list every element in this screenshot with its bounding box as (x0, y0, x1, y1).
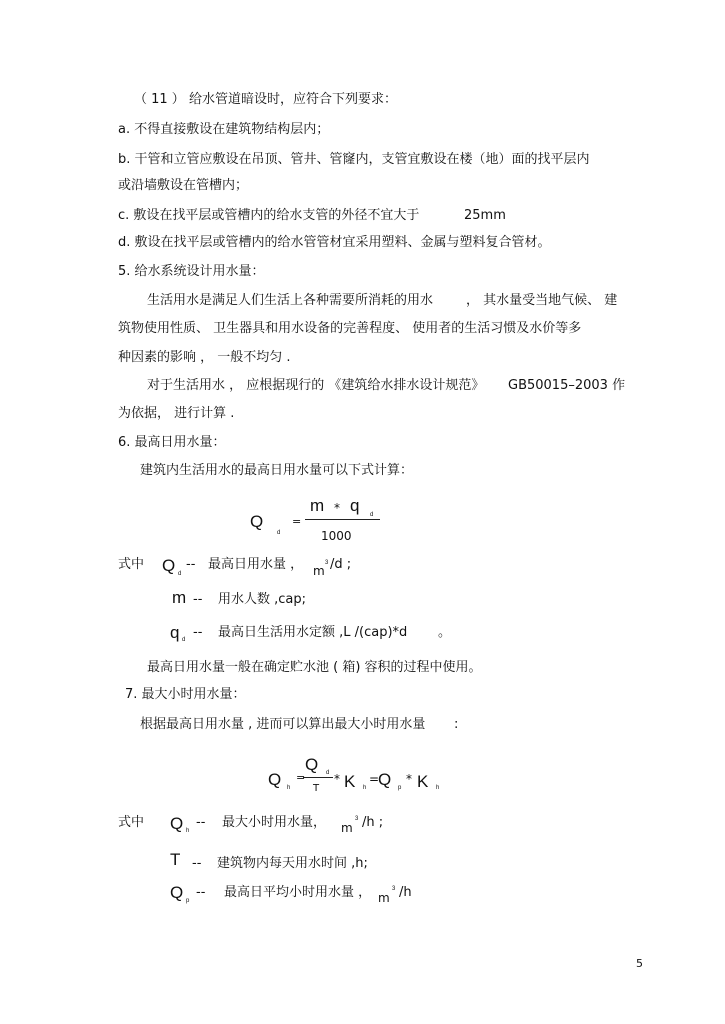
f2-K2-sub: h (436, 785, 440, 791)
item-c: c. 敷设在找平层或管槽内的给水支管的外径不宜大于 (118, 208, 420, 223)
f2-den-T: T (313, 783, 320, 794)
para-1-line-1a: 生活用水是满足人们生活上各种需要所消耗的用水 (147, 293, 434, 308)
defs2-r2-dash: -- (192, 856, 202, 871)
f1-m: m (310, 496, 325, 515)
defs2-r2-sym: T (170, 850, 181, 869)
f1-q-sub: d (370, 512, 374, 518)
para-2-line-2: 为依据， 进行计算 . (118, 406, 235, 421)
defs1-r3-end: 。 (438, 625, 452, 640)
f1-Q-sub: d (277, 530, 281, 536)
f2-Qh: Q (268, 770, 282, 789)
section-5-heading: 5. 给水系统设计用水量： (118, 264, 265, 279)
defs1-r1-dash: -- (186, 557, 196, 572)
defs1-label: 式中 (118, 557, 145, 572)
defs2-r3-sym: Q (170, 883, 184, 902)
para-1-line-3: 种因素的影响 ， 一般不均匀 . (118, 350, 291, 365)
para-1-line-1b: ， 其水量受当地气候、 建 (466, 293, 618, 308)
para-2-line-1a: 对于生活用水 ， 应根据现行的 《建筑给水排水设计规范》 (147, 378, 485, 393)
item-a: a. 不得直接敷设在建筑物结构层内； (118, 122, 330, 137)
defs1-r1-unit-rest: /d ; (330, 557, 352, 572)
f2-K-sub: h (363, 785, 367, 791)
f2-Qp: Q (378, 770, 392, 789)
para-2-line-1b: GB50015–2003 作 (508, 378, 626, 393)
formula-2-intro-a: 根据最高日用水量 , 进而可以算出最大小时用水量 (140, 717, 426, 732)
f2-Qp-sub: p (398, 785, 402, 791)
defs1-r1-text: 最高日用水量 ， (208, 557, 304, 572)
defs2-r1-text: 最大小时用水量， (222, 815, 327, 830)
item-d: d. 敷设在找平层或管槽内的给水管管材宜采用塑料、金属与塑料复合管材。 (118, 235, 551, 250)
defs2-r3-unit-m: m (378, 891, 390, 905)
para-1-line-2: 筑物使用性质、 卫生器具和用水设备的完善程度、 使用者的生活习惯及水价等多 (118, 321, 582, 336)
f2-eq1: = (296, 771, 306, 784)
defs1-r3-sym: q (170, 623, 180, 642)
defs2-r3-dash: -- (196, 885, 206, 900)
f2-K: K (344, 772, 356, 791)
f2-eq2: = (369, 772, 380, 786)
defs2-r3-text: 最高日平均小时用水量 ， (224, 885, 372, 900)
f1-q: q (350, 496, 360, 515)
f1-Q: Q (250, 512, 264, 531)
f1-equals: = (292, 515, 302, 528)
defs1-r1-sym: Q (162, 556, 176, 575)
f2-star2: * (406, 772, 412, 786)
defs2-r1-unit-sup: 3 (355, 816, 359, 822)
defs1-r2-dash: -- (193, 592, 203, 607)
defs1-r3-sub: d (182, 637, 186, 643)
defs2-r1-unit-m: m (341, 821, 353, 835)
item-c-value: 25mm (464, 208, 506, 223)
f1-star: * (334, 501, 340, 515)
defs2-r3-sub: p (186, 898, 190, 904)
formula-2-intro-b: : (454, 717, 459, 732)
formula-1-intro: 建筑内生活用水的最高日用水量可以下式计算： (140, 463, 414, 478)
defs2-r1-sub: h (186, 828, 190, 834)
defs1-r2-sym: m (172, 588, 187, 607)
item-11-heading: （ 11 ） 给水管道暗设时，应符合下列要求： (134, 92, 397, 107)
item-b: b. 干管和立管应敷设在吊顶、管井、管窿内，支管宜敷设在楼（地）面的找平层内 (118, 152, 590, 167)
item-b-cont: 或沿墙敷设在管槽内； (118, 178, 249, 193)
f2-star1: * (334, 772, 340, 786)
defs2-r1-sym: Q (170, 814, 184, 833)
defs2-r1-dash: -- (196, 815, 206, 830)
section-7-heading: 7. 最大小时用水量： (125, 687, 246, 702)
f2-fraction-bar (303, 777, 333, 778)
f2-Qh-sub: h (287, 785, 291, 791)
defs2-r2-text: 建筑物内每天用水时间 ,h; (217, 856, 368, 871)
f1-fraction-bar (305, 519, 380, 520)
defs1-r1-unit-sup: 3 (325, 560, 329, 566)
page-number: 5 (636, 957, 643, 970)
section-6-heading: 6. 最高日用水量： (118, 435, 226, 450)
defs1-r2-text: 用水人数 ,cap; (218, 592, 307, 607)
f2-num-Q: Q (305, 755, 319, 774)
usage-note: 最高日用水量一般在确定贮水池 ( 箱) 容积的过程中使用。 (147, 660, 482, 675)
f1-denominator: 1000 (321, 529, 352, 543)
defs2-label: 式中 (118, 815, 145, 830)
defs1-r1-sub: d (178, 571, 182, 577)
defs1-r3-dash: -- (193, 625, 203, 640)
defs1-r1-unit-m: m (313, 564, 325, 578)
defs2-r3-unit-sup: 3 (392, 886, 396, 892)
defs2-r1-unit-rest: /h ; (362, 815, 384, 830)
f2-K2: K (417, 772, 429, 791)
defs2-r3-unit-rest: /h (399, 885, 412, 900)
defs1-r3-text: 最高日生活用水定额 ,L /(cap)*d (218, 625, 408, 640)
f2-num-sub: d (326, 770, 330, 776)
